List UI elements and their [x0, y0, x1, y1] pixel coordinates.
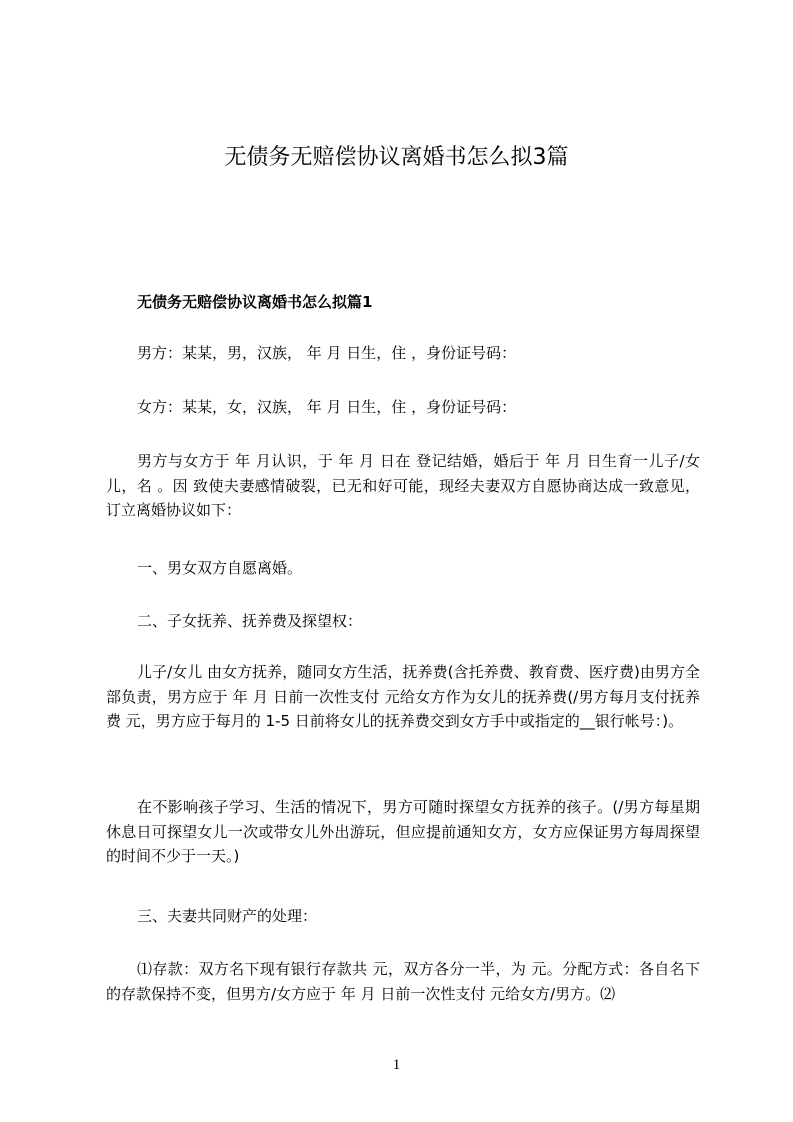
paragraph-clause-three: 三、夫妻共同财产的处理： [137, 907, 318, 925]
paragraph-child-support: 儿子/女儿 由女方抚养，随同女方生活，抚养费(含托养费、教育费、医疗费)由男方全部负责，男方应于 年 月 日前一次性支付 元给女方作为女儿的抚养费(/男方每月支付抚养费 元，男方应于每月的 1-5 日前将女儿的抚养费交到女方手中或指定的__银行帐号：)。 [106, 663, 700, 730]
page-number: 1 [392, 1057, 401, 1073]
paragraph-marriage-background: 男方与女方于 年 月认识，于 年 月 日在 登记结婚，婚后于 年 月 日生育一儿子/女儿，名 。因 致使夫妻感情破裂，已无和好可能，现经夫妻双方自愿协商达成一致意见，订立离婚协议如下： [106, 452, 700, 519]
paragraph-clause-one: 一、男女双方自愿离婚。 [137, 559, 303, 577]
paragraph-husband-info: 男方：某某，男，汉族， 年 月 日生，住 ，身份证号码： [137, 344, 517, 362]
paragraph-wife-info: 女方：某某，女，汉族， 年 月 日生，住 ，身份证号码： [137, 398, 517, 416]
paragraph-clause-two: 二、子女抚养、抚养费及探望权： [137, 612, 363, 630]
paragraph-visitation: 在不影响孩子学习、生活的情况下，男方可随时探望女方抚养的孩子。(/男方每星期休息日可探望女儿一次或带女儿外出游玩，但应提前通知女方，女方应保证男方每周探望的时间不少于一天。) [106, 798, 700, 865]
section-heading: 无债务无赔偿协议离婚书怎么拟篇1 [137, 293, 373, 311]
paragraph-savings: ⑴存款：双方名下现有银行存款共 元，双方各分一半，为 元。分配方式：各自名下的存款保持不变，但男方/女方应于 年 月 日前一次性支付 元给女方/男方。⑵ [106, 960, 700, 1003]
document-title: 无债务无赔偿协议离婚书怎么拟3篇 [224, 145, 569, 170]
